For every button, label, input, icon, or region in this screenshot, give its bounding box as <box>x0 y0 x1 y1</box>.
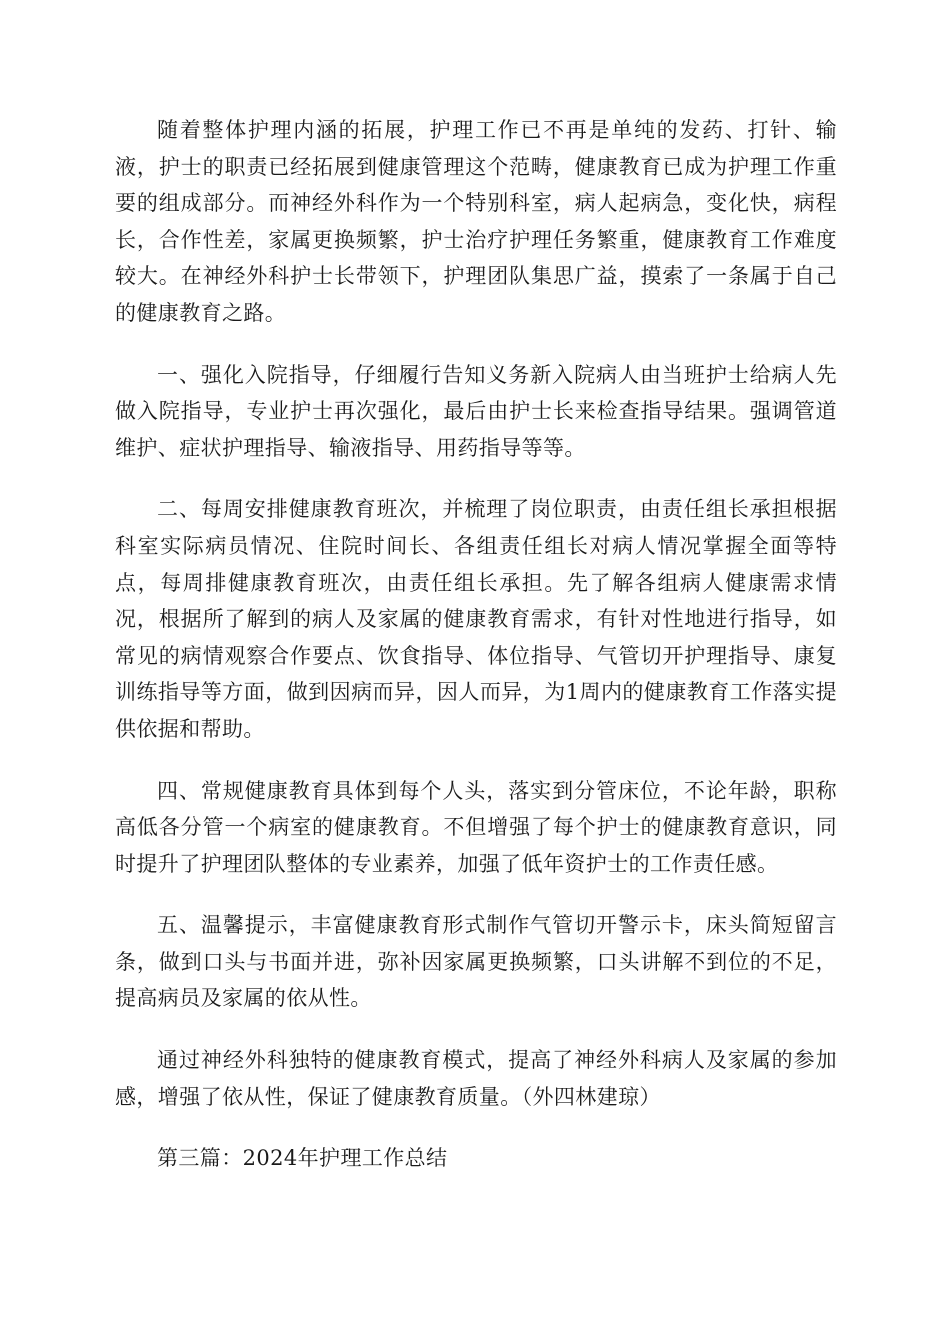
paragraph-conclusion: 通过神经外科独特的健康教育模式，提高了神经外科病人及家属的参加感，增强了依从性，保证了健康教育质量。（外四林建琼） <box>115 1048 837 1109</box>
next-chapter-heading: 第三篇：2024年护理工作总结 <box>157 1146 448 1171</box>
paragraph-section-1: 一、强化入院指导，仔细履行告知义务新入院病人由当班护士给病人先做入院指导，专业护士再次强化，最后由护士长来检查指导结果。强调管道维护、症状护理指导、输液指导、用药指导等等。 <box>115 362 837 460</box>
paragraph-section-5: 五、温馨提示，丰富健康教育形式制作气管切开警示卡，床头简短留言条，做到口头与书面并进，弥补因家属更换频繁，口头讲解不到位的不足，提高病员及家属的依从性。 <box>115 913 837 1011</box>
paragraph-intro: 随着整体护理内涵的拓展，护理工作已不再是单纯的发药、打针、输液，护士的职责已经拓展到健康管理这个范畴，健康教育已成为护理工作重要的组成部分。而神经外科作为一个特别科室，病人起病急，变化快，病程长，合作性差，家属更换频繁，护士治疗护理任务繁重，健康教育工作难度较大。在神经外科护士长带领下，护理团队集思广益，摸索了一条属于自己的健康教育之路。 <box>115 118 837 325</box>
document-body <box>115 112 837 1177</box>
paragraph-section-4: 四、常规健康教育具体到每个人头，落实到分管床位，不论年龄，职称高低各分管一个病室的健康教育。不但增强了每个护士的健康教育意识，同时提升了护理团队整体的专业素养，加强了低年资护士的工作责任感。 <box>115 778 837 876</box>
paragraph-section-2: 二、每周安排健康教育班次，并梳理了岗位职责，由责任组长承担根据科室实际病员情况、住院时间长、各组责任组长对病人情况掌握全面等特点，每周排健康教育班次，由责任组长承担。先了解各组病人健康需求情况，根据所了解到的病人及家属的健康教育需求，有针对性地进行指导，如常见的病情观察合作要点、饮食指导、体位指导、气管切开护理指导、康复训练指导等方面，做到因病而异，因人而异，为1周内的健康教育工作落实提供依据和帮助。 <box>115 497 837 741</box>
